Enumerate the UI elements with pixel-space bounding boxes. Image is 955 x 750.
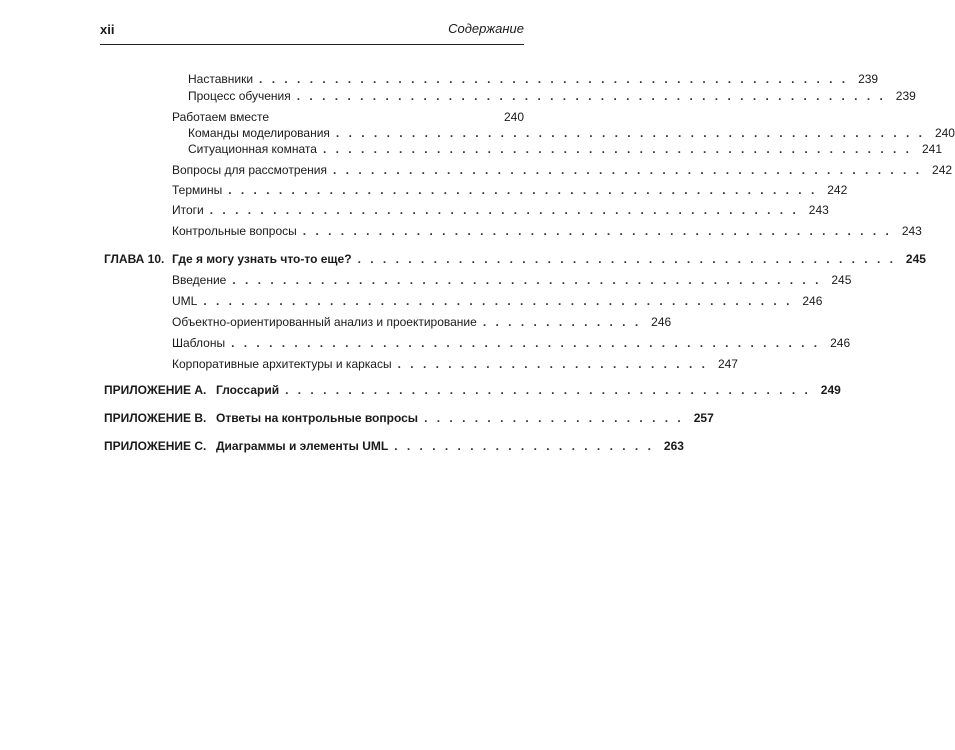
appendix-title: Ответы на контрольные вопросы [216, 411, 419, 425]
toc-entry-title: Введение [172, 273, 227, 287]
toc-page-ref: 249 [820, 383, 841, 397]
toc-entry-title: Ситуационная комната [188, 142, 317, 156]
toc-page-ref: 242 [827, 183, 848, 197]
toc-page-ref: 245 [831, 273, 852, 287]
dot-leader: . . . . . . . . . . . . . . . . . . . . . . . . . . . . . . . . . . . . . . . . . . . . . . . [302, 224, 892, 238]
toc-entry-title: Шаблоны [172, 336, 226, 350]
dot-leader: . . . . . . . . . . . . . . . . . . . . . . . . . . . . . . . . . . . . . . . . . . . . . . . [228, 183, 818, 197]
toc-entry-title: Команды моделирования [188, 126, 330, 140]
toc-entry-title: Процесс обучения [188, 89, 291, 103]
toc-appendix-b[interactable] [104, 411, 714, 427]
toc-entry-title: Работаем вместе [172, 110, 270, 124]
toc-page-ref: 239 [858, 72, 879, 86]
toc-entry-title: Итоги [172, 203, 204, 217]
toc-entry[interactable] [172, 294, 823, 310]
header-rule [100, 44, 524, 45]
dot-leader: . . . . . . . . . . . . . . . . . . . . . . . . . . . . . . . . . . . . . . . . . . . . . . . [209, 203, 799, 217]
chapter-label: ГЛАВА 10. [104, 252, 165, 266]
appendix-label: ПРИЛОЖЕНИЕ С. [104, 439, 207, 453]
dot-leader: . . . . . . . . . . . . . . . . . . . . . . . . . . . . . . . . . . . . . . . . . . . . . . . [322, 142, 912, 156]
toc-entry[interactable] [188, 142, 942, 158]
toc-page-ref: 240 [503, 110, 524, 124]
toc-entry-title: Наставники [188, 72, 254, 86]
dot-leader: . . . . . . . . . . . . . . . . . . . . . [424, 411, 684, 425]
toc-entry[interactable] [172, 336, 851, 352]
toc-page-ref: 245 [905, 252, 926, 266]
toc-page-ref: 239 [895, 89, 916, 103]
toc-entry-title: Контрольные вопросы [172, 224, 297, 238]
toc-entry[interactable] [172, 224, 922, 240]
toc-entry[interactable] [172, 315, 672, 331]
toc-chapter-10[interactable] [104, 252, 926, 268]
page-number: xii [100, 22, 115, 37]
dot-leader: . . . . . . . . . . . . . [482, 315, 642, 329]
dot-leader: . . . . . . . . . . . . . . . . . . . . . [394, 439, 654, 453]
chapter-title: Где я могу узнать что-то еще? [172, 252, 352, 266]
page-header [100, 20, 524, 42]
toc-entry[interactable] [172, 110, 524, 126]
toc-page-ref: 246 [830, 336, 851, 350]
dot-leader: . . . . . . . . . . . . . . . . . . . . . . . . . . . . . . . . . . . . . . . . . . . . . . . [231, 336, 821, 350]
toc-entry-title: UML [172, 294, 198, 308]
appendix-label: ПРИЛОЖЕНИЕ В. [104, 411, 207, 425]
dot-leader: . . . . . . . . . . . . . . . . . . . . . . . . . . . . . . . . . . . . . . . . . . [285, 383, 811, 397]
dot-leader: . . . . . . . . . . . . . . . . . . . . . . . . . . . . . . . . . . . . . . . . . . . . . . . [333, 163, 923, 177]
toc-entry[interactable] [172, 163, 953, 179]
dot-leader: . . . . . . . . . . . . . . . . . . . . . . . . . . . . . . . . . . . . . . . . . . . . . . . [296, 89, 886, 103]
toc-page-ref: 241 [921, 142, 942, 156]
toc-page-ref: 242 [932, 163, 953, 177]
appendix-label: ПРИЛОЖЕНИЕ А. [104, 383, 207, 397]
toc-entry-title: Термины [172, 183, 223, 197]
dot-leader: . . . . . . . . . . . . . . . . . . . . . . . . . . . . . . . . . . . . . . . . . . . [357, 252, 896, 266]
toc-entry[interactable] [188, 126, 955, 142]
toc-entry-title: Корпоративные архитектуры и каркасы [172, 357, 392, 371]
toc-page-ref: 243 [901, 224, 922, 238]
toc-appendix-c[interactable] [104, 439, 684, 455]
toc-page-ref: 257 [693, 411, 714, 425]
dot-leader: . . . . . . . . . . . . . . . . . . . . . . . . . . . . . . . . . . . . . . . . . . . . . . . [232, 273, 822, 287]
toc-page-ref: 247 [717, 357, 738, 371]
dot-leader: . . . . . . . . . . . . . . . . . . . . . . . . . . . . . . . . . . . . . . . . . . . . . . . [203, 294, 793, 308]
toc-page-ref: 246 [802, 294, 823, 308]
dot-leader: . . . . . . . . . . . . . . . . . . . . . . . . . . . . . . . . . . . . . . . . . . . . . . . [335, 126, 925, 140]
appendix-title: Глоссарий [216, 383, 280, 397]
toc-entry-title: Вопросы для рассмотрения [172, 163, 327, 177]
toc-entry[interactable] [172, 357, 738, 373]
toc-entry[interactable] [172, 183, 848, 199]
toc-page-ref: 243 [808, 203, 829, 217]
toc-entry[interactable] [188, 89, 916, 105]
dot-leader: . . . . . . . . . . . . . . . . . . . . . . . . . [397, 357, 708, 371]
toc-page-ref: 246 [651, 315, 672, 329]
toc-entry[interactable] [172, 273, 852, 289]
appendix-title: Диаграммы и элементы UML [216, 439, 389, 453]
toc-appendix-a[interactable] [104, 383, 841, 399]
dot-leader: . . . . . . . . . . . . . . . . . . . . . . . . . . . . . . . . . . . . . . . . . . . . . . . [259, 72, 849, 86]
toc-page-ref: 263 [663, 439, 684, 453]
toc-entry[interactable] [172, 203, 829, 219]
running-title: Содержание [448, 21, 524, 36]
toc-entry-title: Объектно-ориентированный анализ и проектирование [172, 315, 477, 329]
toc-page-ref: 240 [934, 126, 955, 140]
toc-entry[interactable] [188, 72, 879, 88]
